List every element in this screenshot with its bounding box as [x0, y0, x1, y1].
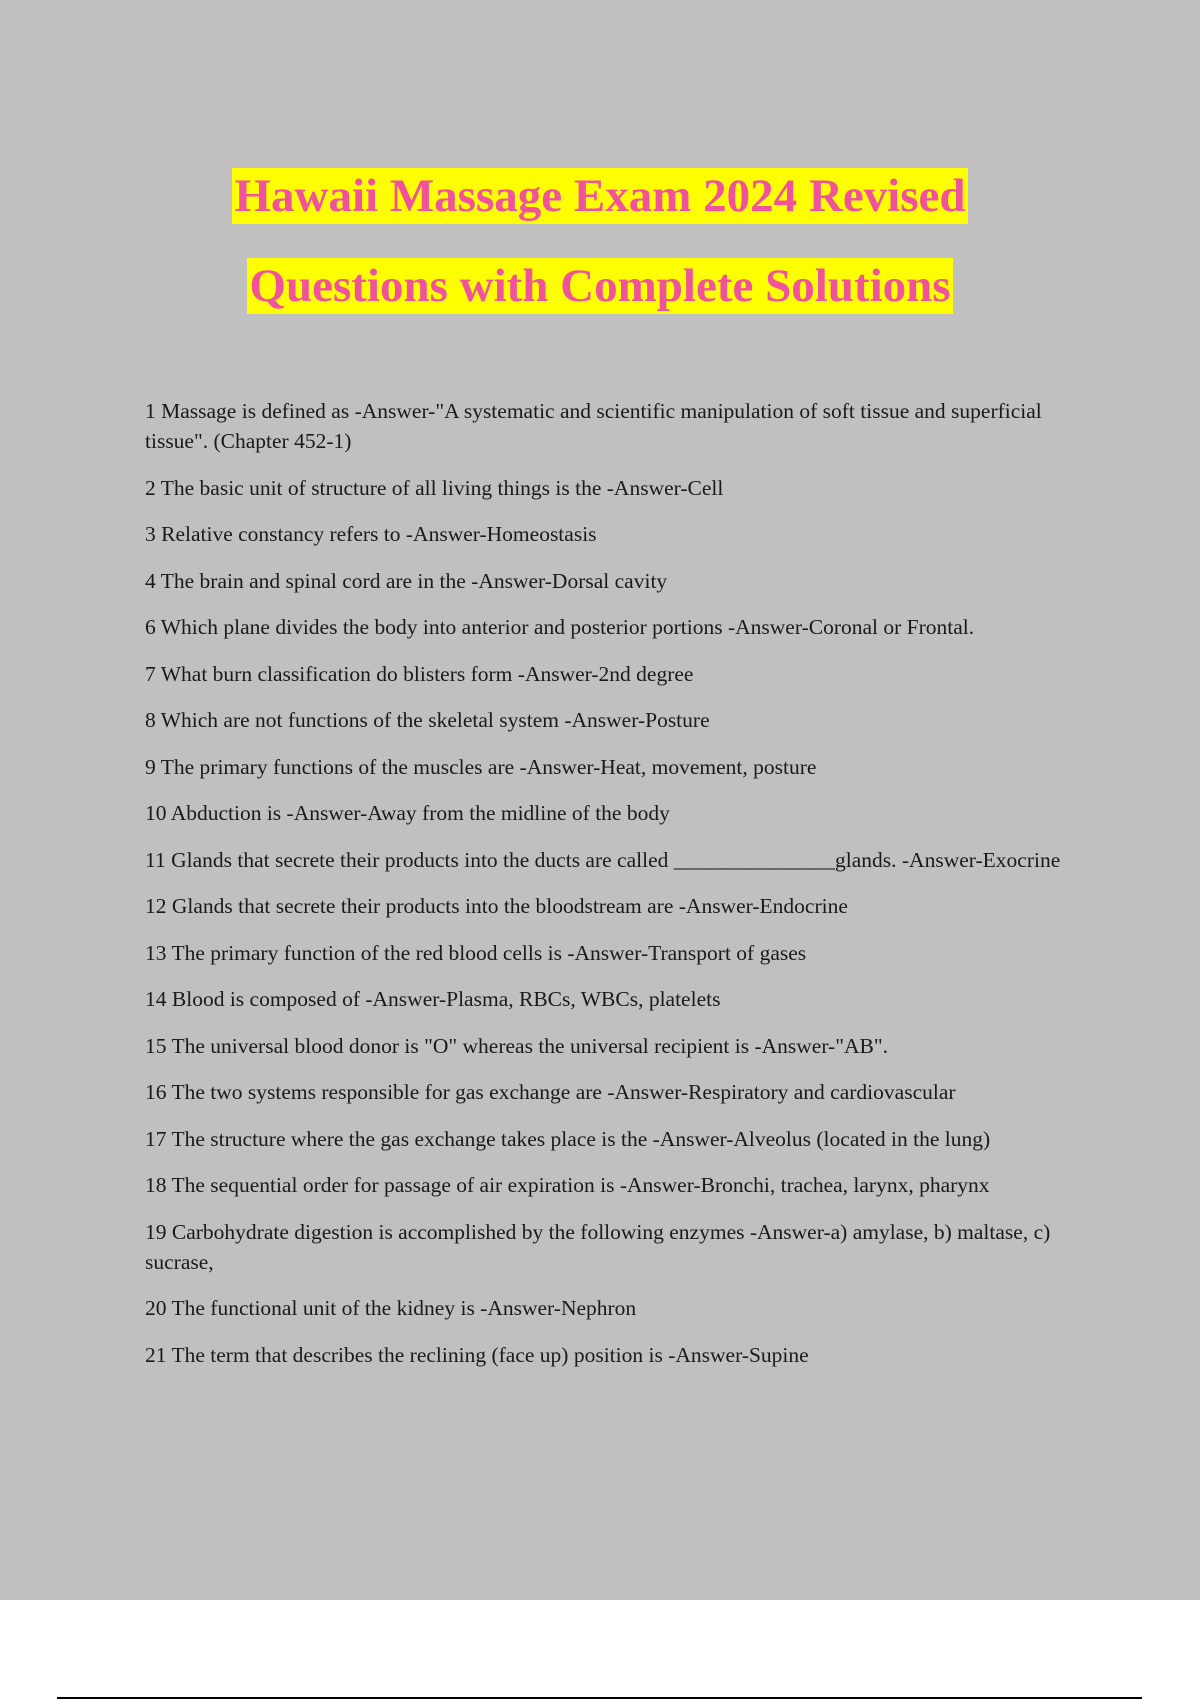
question-item: 13 The primary function of the red blood cells is -Answer-Transport of gases — [145, 940, 807, 965]
title-line-2: Questions with Complete Solutions — [249, 260, 951, 312]
footer-divider — [57, 1697, 1142, 1699]
question-item: 14 Blood is composed of -Answer-Plasma, RBCs, WBCs, platelets — [145, 987, 721, 1011]
question-item: 7 What burn classification do blisters form -Answer-2nd degree — [145, 661, 694, 686]
question-item: 20 The functional unit of the kidney is -Answer-Nephron — [145, 1296, 637, 1320]
document-title — [0, 168, 1200, 314]
question-item: 16 The two systems responsible for gas exchange are -Answer-Respiratory and cardiovascular — [145, 1080, 956, 1104]
question-item: 1 Massage is defined as -Answer-"A systematic and scientific manipulation of soft tissue and superficial tissue". (Chapter 452-1) — [145, 399, 1042, 453]
question-item: 11 Glands that secrete their products into the ducts are called _______________glands. -Answer-Exocrine — [145, 847, 1061, 872]
question-item: 3 Relative constancy refers to -Answer-Homeostasis — [145, 522, 597, 546]
question-item: 2 The basic unit of structure of all living things is the -Answer-Cell — [145, 475, 724, 500]
question-item: 8 Which are not functions of the skeletal system -Answer-Posture — [145, 708, 710, 732]
question-item: 9 The primary functions of the muscles are -Answer-Heat, movement, posture — [145, 754, 817, 779]
title-line-1: Hawaii Massage Exam 2024 Revised — [234, 170, 966, 222]
question-item: 18 The sequential order for passage of air expiration is -Answer-Bronchi, trachea, larynx, pharynx — [145, 1173, 990, 1197]
question-item: 4 The brain and spinal cord are in the -Answer-Dorsal cavity — [145, 568, 668, 593]
question-item: 15 The universal blood donor is "O" whereas the universal recipient is -Answer-"AB". — [145, 1033, 889, 1058]
question-answer-list — [145, 396, 1085, 1386]
question-item: 19 Carbohydrate digestion is accomplished by the following enzymes -Answer-a) amylase, b) maltase, c) sucrase, — [145, 1219, 1051, 1274]
question-item: 17 The structure where the gas exchange takes place is the -Answer-Alveolus (located in the lung) — [145, 1126, 991, 1151]
question-item: 10 Abduction is -Answer-Away from the midline of the body — [145, 801, 670, 825]
question-item: 21 The term that describes the reclining (face up) position is -Answer-Supine — [145, 1342, 809, 1367]
question-item: 12 Glands that secrete their products into the bloodstream are -Answer-Endocrine — [145, 894, 848, 918]
question-item: 6 Which plane divides the body into anterior and posterior portions -Answer-Coronal or Frontal. — [145, 615, 975, 639]
